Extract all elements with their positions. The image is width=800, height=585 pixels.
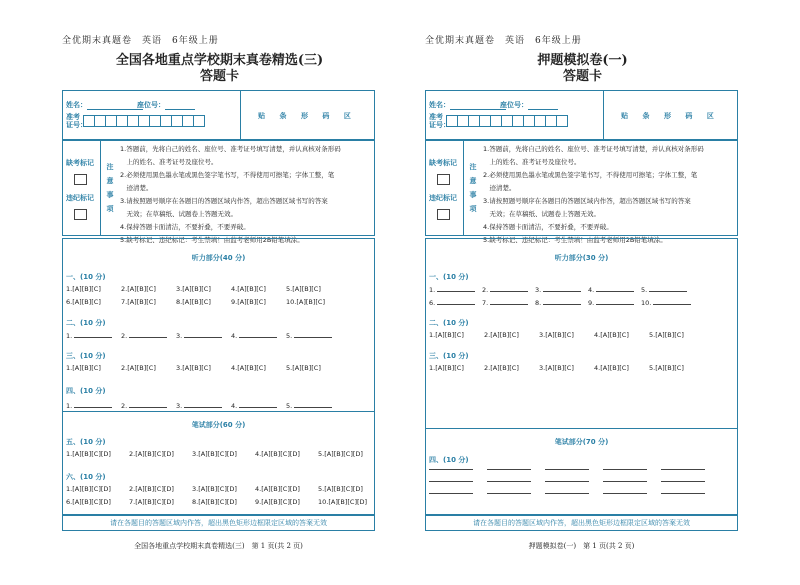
answer-option[interactable]: 3.[A][B][C] (176, 364, 211, 372)
answer-option[interactable]: 4.[A][B][C][D] (255, 485, 300, 493)
answer-blank[interactable] (490, 298, 528, 305)
answer-option[interactable]: 4.[A][B][C] (231, 285, 266, 293)
answer-blank[interactable] (129, 401, 167, 408)
answer-blank[interactable] (239, 401, 277, 408)
left-name-field[interactable] (87, 101, 143, 110)
right-exam-number-cells[interactable] (447, 115, 568, 127)
answer-option[interactable]: 5.[A][B][C][D] (318, 485, 363, 493)
left-notes-vertical: 注 意 事 项 (106, 163, 114, 213)
item-number: 1. (429, 286, 436, 294)
answer-blank[interactable] (429, 487, 473, 494)
left-section-6-row-1 (66, 485, 381, 493)
item-number: 8. (535, 299, 542, 307)
answer-blank[interactable] (437, 298, 475, 305)
answer-option[interactable]: 8.[A][B][C] (176, 298, 211, 306)
item-number: 1. (66, 332, 73, 340)
answer-option[interactable]: 3.[A][B][C] (176, 285, 211, 293)
answer-option[interactable]: 6.[A][B][C] (66, 298, 101, 306)
answer-blank[interactable] (603, 463, 647, 470)
answer-option[interactable]: 7.[A][B][C] (121, 298, 156, 306)
answer-option[interactable]: 7.[A][B][C][D] (129, 498, 174, 506)
answer-blank[interactable] (661, 475, 705, 482)
answer-blank[interactable] (545, 487, 589, 494)
answer-option[interactable]: 1.[A][B][C][D] (66, 485, 111, 493)
left-section-4-row (66, 401, 341, 410)
right-violation-label: 违纪标记 (429, 194, 457, 202)
right-section-1: 一、(10 分) (429, 273, 469, 281)
left-section-1: 一、(10 分) (66, 273, 106, 281)
answer-blank[interactable] (545, 475, 589, 482)
left-absent-label: 缺考标记 (66, 159, 94, 167)
item-number: 4. (231, 402, 238, 410)
left-section-1-row-1 (66, 285, 341, 293)
right-section-3-row (429, 364, 704, 372)
answer-option[interactable]: 2.[A][B][C] (121, 364, 156, 372)
left-section-5-row (66, 450, 381, 458)
right-footer-note: 请在各题目的答题区域内作答，超出黑色矩形边框限定区域的答案无效 (473, 519, 690, 527)
right-seat-field[interactable] (528, 101, 558, 110)
left-title: 全国各地重点学校期末真卷精选(三) (115, 53, 324, 68)
item-number: 3. (535, 286, 542, 294)
left-violation-label: 违纪标记 (66, 194, 94, 202)
right-header: 全优期末真题卷 英语 6年级上册 (425, 36, 582, 46)
left-notes-text: 1.答题前，先将自己的姓名、座位号、准考证号填写清楚，并认真核对条形码 上的姓名、准考证号及座位号。 2.必须使用黑色墨水笔或黑色签字笔书写，不得使用可擦笔；字体工整，笔 迹清楚。 3.请按照题号顺序在各题目的答题区域内作答，超出答题区域书写的答案 无效；在草稿纸、试题卷上答题无效。 4.保持答题卡面清洁，不要折叠，不要弄破。 5.缺考标记、违纪标记：考生禁填！由监考老师用2B铅笔填涂。 (120, 145, 341, 244)
answer-option[interactable]: 4.[A][B][C] (594, 364, 629, 372)
answer-option[interactable]: 1.[A][B][C] (66, 364, 101, 372)
left-subtitle: 答题卡 (199, 69, 239, 84)
left-violation-checkbox[interactable] (74, 209, 87, 220)
left-section-6: 六、(10 分) (66, 473, 106, 481)
answer-blank[interactable] (487, 475, 531, 482)
left-seat-label: 座位号： (137, 100, 195, 110)
right-writing-title: 笔试部分(70 分) (554, 438, 609, 446)
right-section-4-row-3 (429, 487, 705, 494)
right-listening-title: 听力部分(30 分) (554, 254, 609, 262)
right-title: 押题模拟卷(一) (537, 53, 628, 68)
item-number: 5. (286, 402, 293, 410)
left-section-5: 五、(10 分) (66, 438, 106, 446)
answer-option[interactable]: 10.[A][B][C][D] (318, 498, 368, 506)
left-listening-title: 听力部分(40 分) (191, 254, 246, 262)
answer-option[interactable]: 4.[A][B][C] (594, 331, 629, 339)
item-number: 3. (176, 402, 183, 410)
answer-blank[interactable] (184, 401, 222, 408)
left-section-6-row-2 (66, 498, 381, 506)
right-notes-text: 1.答题前，先将自己的姓名、座位号、准考证号填写清楚，并认真核对条形码 上的姓名、准考证号及座位号。 2.必须使用黑色墨水笔或黑色签字笔书写，不得使用可擦笔；字体工整，笔 迹清楚。 3.请按照题号顺序在各题目的答题区域内作答，超出答题区域书写的答案 无效；在草稿纸、试题卷上答题无效。 4.保持答题卡面清洁，不要折叠，不要弄破。 5.缺考标记、违纪标记：考生禁填！由监考老师用2B铅笔填涂。 (483, 145, 704, 244)
right-name-label: 姓名： (429, 100, 506, 110)
answer-option[interactable]: 9.[A][B][C] (231, 298, 266, 306)
item-number: 5. (286, 332, 293, 340)
answer-option[interactable]: 2.[A][B][C] (121, 285, 156, 293)
right-notes-divider (463, 140, 464, 236)
left-section-4: 四、(10 分) (66, 387, 106, 395)
right-section-1-row-2 (429, 298, 694, 307)
right-exam-label: 准考 证号： (429, 113, 450, 129)
left-section-3-row (66, 364, 341, 372)
answer-blank[interactable] (74, 331, 112, 338)
answer-blank[interactable] (129, 331, 167, 338)
answer-option[interactable]: 4.[A][B][C][D] (255, 450, 300, 458)
answer-blank[interactable] (487, 463, 531, 470)
answer-blank[interactable] (487, 487, 531, 494)
answer-blank[interactable] (74, 401, 112, 408)
left-name-label: 姓名： (66, 100, 143, 110)
right-section-4-row-1 (429, 463, 705, 470)
left-section-2-row (66, 331, 341, 340)
answer-option[interactable]: 5.[A][B][C] (649, 364, 684, 372)
left-header: 全优期末真题卷 英语 6年级上册 (62, 36, 219, 46)
answer-option[interactable]: 4.[A][B][C] (231, 364, 266, 372)
left-barcode-area: 贴 条 形 码 区 (258, 112, 357, 120)
left-section-1-row-2 (66, 298, 341, 306)
answer-option[interactable]: 5.[A][B][C] (286, 285, 321, 293)
answer-option[interactable]: 6.[A][B][C][D] (66, 498, 111, 506)
answer-option[interactable]: 5.[A][B][C] (286, 364, 321, 372)
item-number: 4. (231, 332, 238, 340)
item-number: 7. (482, 299, 489, 307)
left-notes-divider (100, 140, 101, 236)
left-section-3: 三、(10 分) (66, 352, 106, 360)
right-section-3: 三、(10 分) (429, 352, 469, 360)
answer-blank[interactable] (429, 463, 473, 470)
answer-option[interactable]: 1.[A][B][C][D] (66, 450, 111, 458)
item-number: 10. (641, 299, 652, 307)
answer-option[interactable]: 2.[A][B][C][D] (129, 450, 174, 458)
left-exam-number-cells[interactable] (84, 115, 205, 127)
right-violation-checkbox[interactable] (437, 209, 450, 220)
answer-option[interactable]: 1.[A][B][C] (429, 364, 464, 372)
left-answer-box (62, 238, 375, 515)
answer-option[interactable]: 2.[A][B][C] (484, 331, 519, 339)
item-number: 3. (176, 332, 183, 340)
left-footer-note: 请在各题目的答题区域内作答，超出黑色矩形边框限定区域的答案无效 (110, 519, 327, 527)
right-section-2-row (429, 331, 704, 339)
left-page-footer: 全国各地重点学校期末真卷精选(三) 第 1 页(共 2 页) (134, 542, 303, 550)
answer-option[interactable]: 1.[A][B][C] (429, 331, 464, 339)
answer-blank[interactable] (429, 475, 473, 482)
left-section-2: 二、(10 分) (66, 319, 106, 327)
answer-blank[interactable] (184, 331, 222, 338)
answer-blank[interactable] (543, 285, 581, 292)
right-absent-label: 缺考标记 (429, 159, 457, 167)
answer-option[interactable]: 2.[A][B][C] (484, 364, 519, 372)
right-seat-label: 座位号： (500, 100, 558, 110)
answer-option[interactable]: 3.[A][B][C][D] (192, 450, 237, 458)
item-number: 9. (588, 299, 595, 307)
answer-option[interactable]: 9.[A][B][C][D] (255, 498, 300, 506)
answer-blank[interactable] (596, 298, 634, 305)
item-number: 2. (121, 402, 128, 410)
answer-option[interactable]: 1.[A][B][C] (66, 285, 101, 293)
right-section-4: 四、(10 分) (429, 456, 469, 464)
left-absent-checkbox[interactable] (74, 174, 87, 185)
right-name-field[interactable] (450, 101, 506, 110)
answer-blank[interactable] (545, 463, 589, 470)
answer-blank[interactable] (661, 463, 705, 470)
answer-blank[interactable] (437, 285, 475, 292)
answer-option[interactable]: 3.[A][B][C] (539, 364, 574, 372)
item-number: 1. (66, 402, 73, 410)
answer-blank[interactable] (490, 285, 528, 292)
right-notes-vertical: 注 意 事 项 (469, 163, 477, 213)
item-number: 5. (641, 286, 648, 294)
item-number: 4. (588, 286, 595, 294)
right-page-footer: 押题模拟卷(一) 第 1 页(共 2 页) (528, 542, 635, 550)
answer-option[interactable]: 3.[A][B][C][D] (192, 485, 237, 493)
left-writing-title: 笔试部分(60 分) (191, 421, 246, 429)
answer-option[interactable]: 5.[A][B][C][D] (318, 450, 363, 458)
answer-option[interactable]: 2.[A][B][C][D] (129, 485, 174, 493)
answer-option[interactable]: 8.[A][B][C][D] (192, 498, 237, 506)
item-number: 2. (121, 332, 128, 340)
item-number: 2. (482, 286, 489, 294)
answer-option[interactable]: 10.[A][B][C] (286, 298, 325, 306)
right-section-4-row-2 (429, 475, 705, 482)
answer-blank[interactable] (294, 331, 332, 338)
left-seat-field[interactable] (165, 101, 195, 110)
right-barcode-area: 贴 条 形 码 区 (621, 112, 720, 120)
answer-option[interactable]: 3.[A][B][C] (539, 331, 574, 339)
answer-blank[interactable] (294, 401, 332, 408)
answer-option[interactable]: 5.[A][B][C] (649, 331, 684, 339)
right-answer-box (425, 238, 738, 515)
right-section-divider (425, 428, 738, 429)
right-section-2: 二、(10 分) (429, 319, 469, 327)
right-subtitle: 答题卡 (562, 69, 602, 84)
item-number: 6. (429, 299, 436, 307)
right-section-1-row-1 (429, 285, 694, 294)
answer-blank[interactable] (239, 331, 277, 338)
answer-blank[interactable] (596, 285, 634, 292)
answer-blank[interactable] (653, 298, 691, 305)
right-absent-checkbox[interactable] (437, 174, 450, 185)
answer-blank[interactable] (603, 475, 647, 482)
left-section-divider (62, 411, 375, 412)
answer-blank[interactable] (649, 285, 687, 292)
answer-blank[interactable] (661, 487, 705, 494)
answer-blank[interactable] (603, 487, 647, 494)
answer-blank[interactable] (543, 298, 581, 305)
left-exam-label: 准考 证号： (66, 113, 87, 129)
